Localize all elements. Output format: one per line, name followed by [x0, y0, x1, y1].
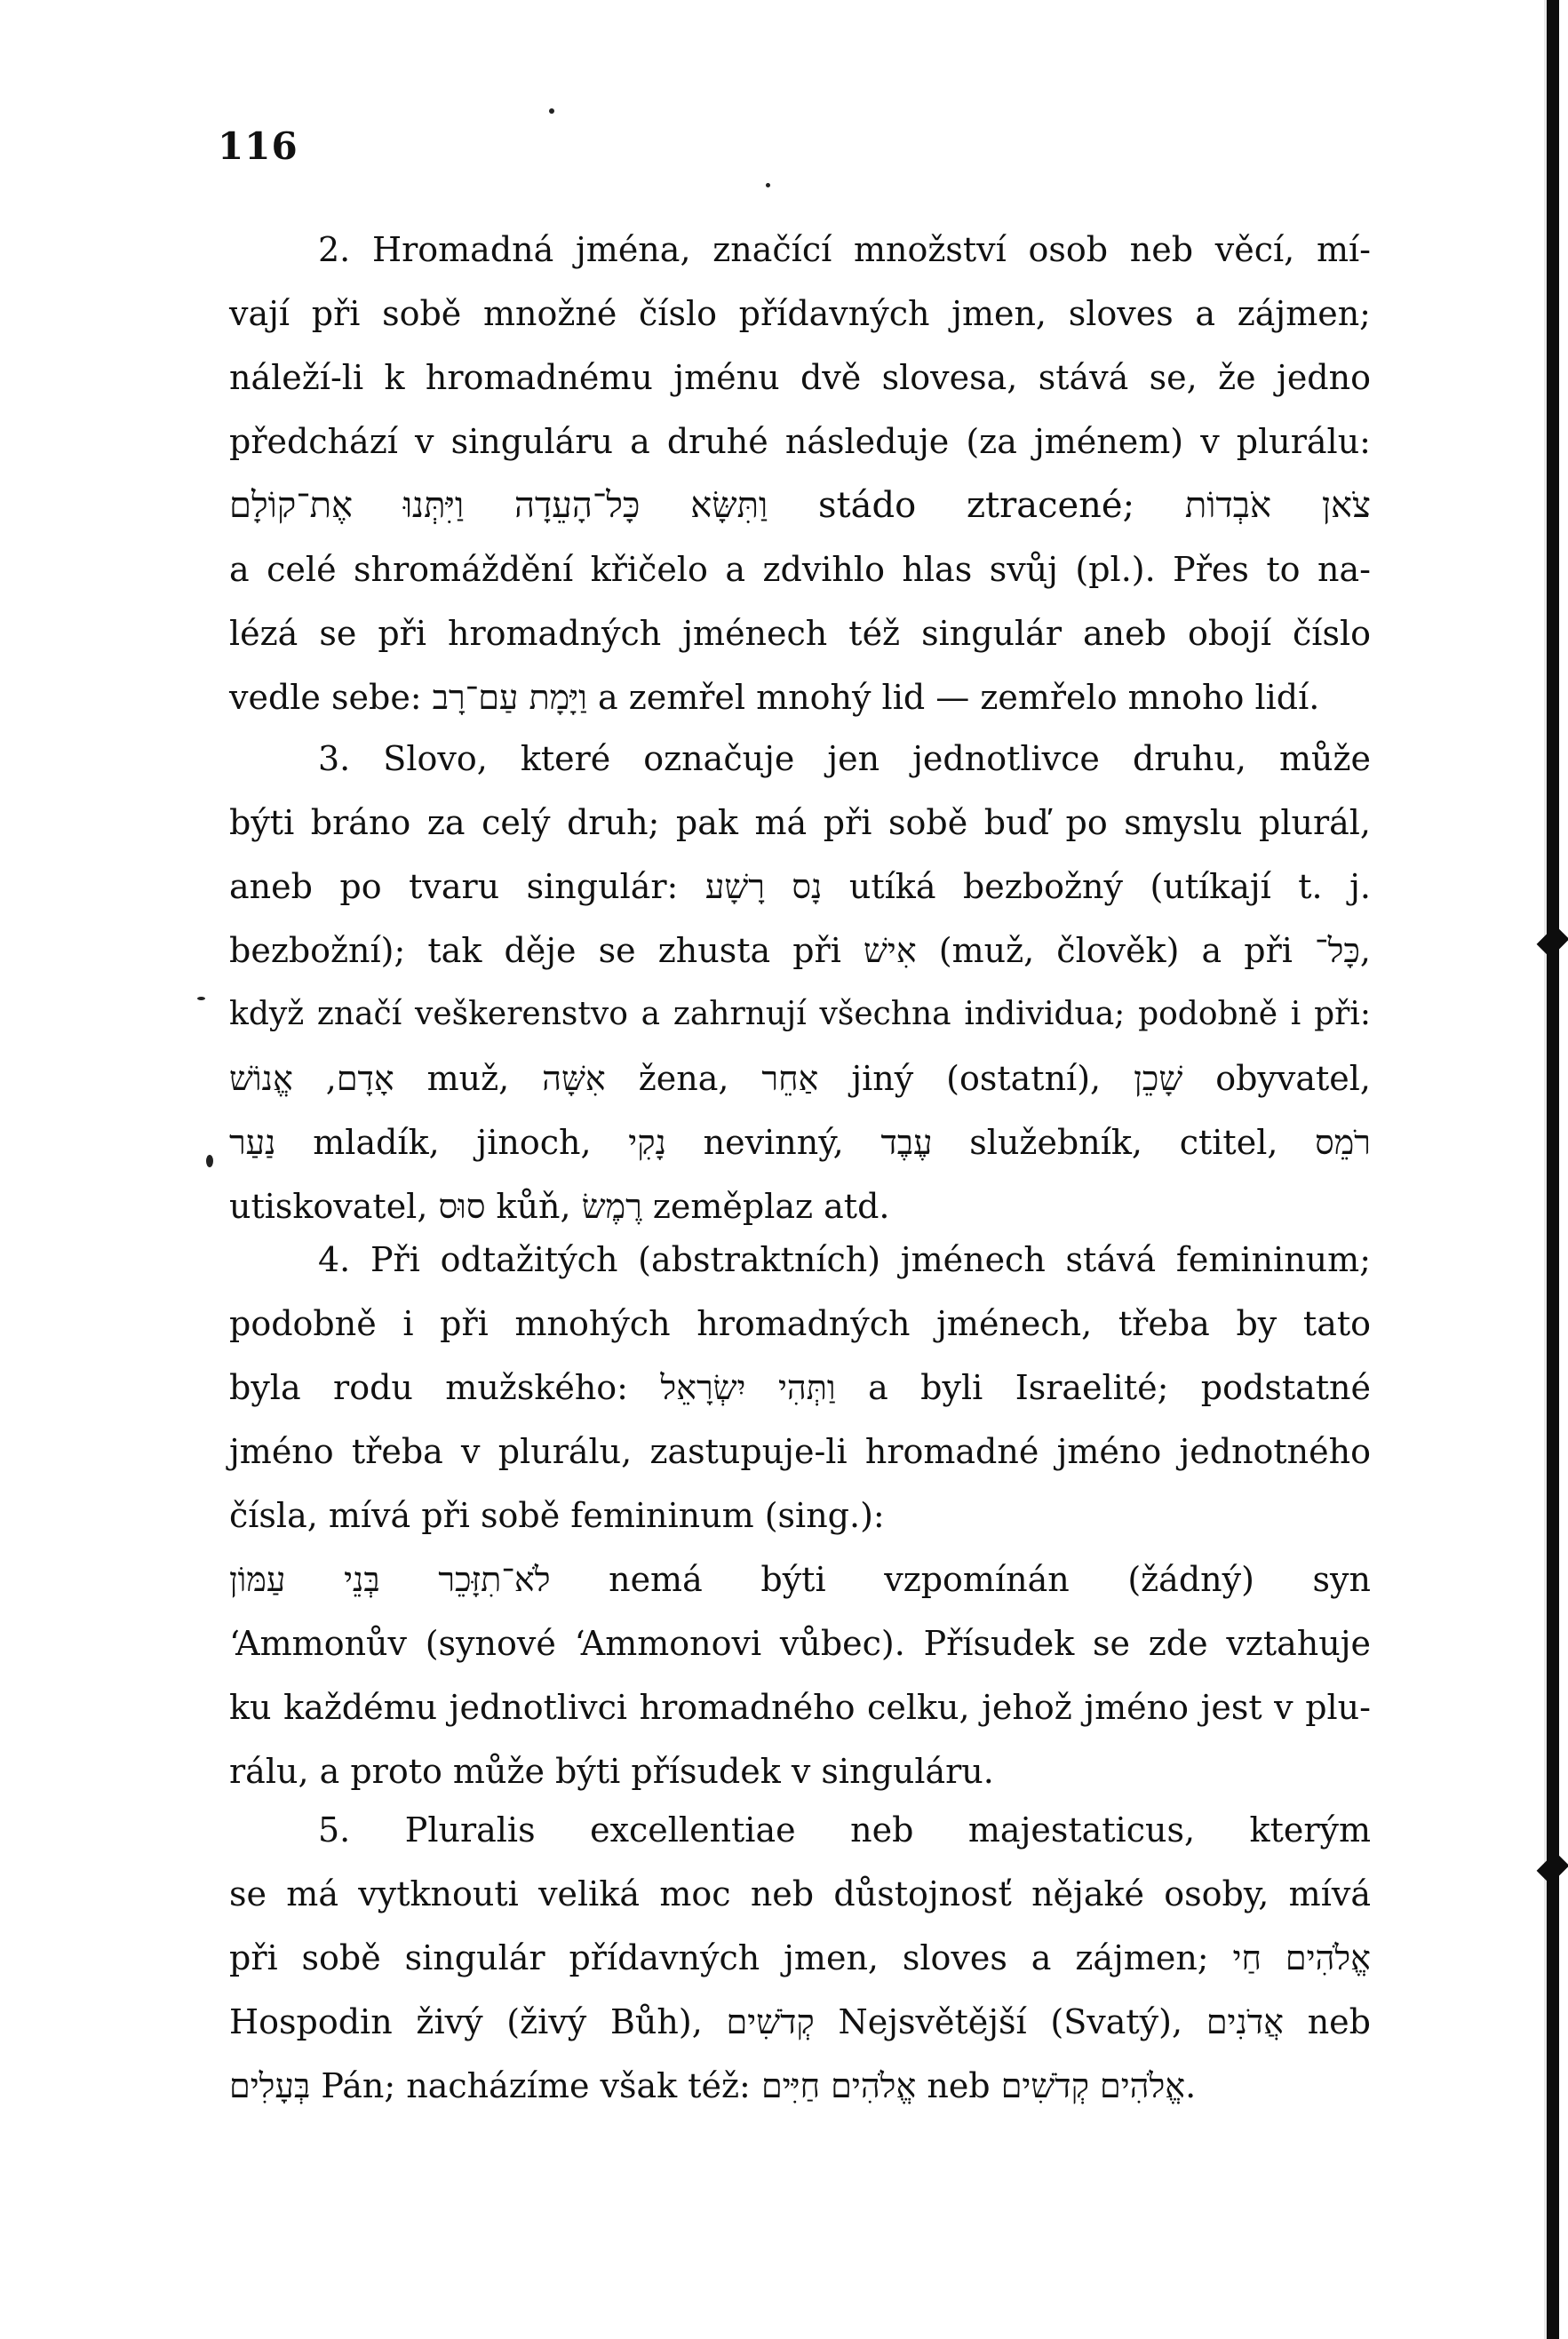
text-line: čísla, mívá při sobě femininum (sing.): — [229, 1496, 885, 1535]
text-line: když značí veškerenstvo a zahrnují všechna individua; podobně i při: — [229, 996, 1371, 1032]
scan-speck — [206, 1155, 213, 1167]
text-line: býti bráno za celý druh; pak má při sobě buď po smyslu plurál, — [229, 803, 1371, 842]
text-line: předchází v singuláru a druhé následuje (za jménem) v plurálu: — [229, 422, 1371, 461]
text-line: vají při sobě množné číslo přídavných jmen, sloves a zájmen; — [229, 294, 1371, 333]
scan-speck — [197, 997, 205, 1000]
text-line: 2. Hromadná jména, značící množství osob neb věcí, mí- — [318, 230, 1371, 269]
scan-speck — [766, 183, 770, 187]
text-line: ku každému jednotlivci hromadného celku, jehož jméno jest v plu- — [229, 1688, 1371, 1727]
text-line: bezbožní); tak děje se zhusta při אִישׁ (muž, člověk) a při כָּל־, — [229, 931, 1372, 970]
page-edge-shadow — [1547, 0, 1559, 2339]
scan-speck — [549, 108, 554, 114]
text-line: נַעַר mladík, jinoch, נָקִי nevinný, עֶבֶד služebník, ctitel, רֹמֵס — [229, 1123, 1371, 1162]
text-line: se má vytknouti veliká moc neb důstojnosť nějaké osoby, mívá — [229, 1874, 1371, 1913]
text-line: vedle sebe: וַיָּמָת עַם־רָב a zemřel mnohý lid — zemřelo mnoho lidí. — [229, 678, 1320, 717]
text-line: לֹא־תִזָּכֵר בְּנֵי עַמּוֹן nemá býti vzpomínán (žádný) syn — [229, 1560, 1371, 1599]
text-line: náleží-li k hromadnému jménu dvě slovesa, stává se, že jedno — [229, 358, 1371, 397]
text-line: podobně i při mnohých hromadných jménech, třeba by tato — [229, 1304, 1371, 1343]
text-line: ‘Ammonův (synové ‘Ammonovi vůbec). Přísudek se zde vztahuje — [229, 1624, 1371, 1663]
paragraph-3 — [229, 727, 1371, 1238]
page-edge-highlight — [1544, 0, 1547, 2339]
text-line: byla rodu mužského: וַתְּהִי יִשְׂרָאֵל a byli Israelité; podstatné — [229, 1368, 1371, 1407]
page-number: 116 — [218, 124, 298, 168]
text-line-hebrew: וַתִּשָּׂא כָּל־הָעֵדָה וַיִּתְּנוּ אֶת־קוֹלָם stádo ztracené; צֹאן אֹבְדוֹת — [229, 485, 1371, 526]
text-line: při sobě singulár přídavných jmen, sloves a zájmen; אֱלֹהִים חַי — [229, 1938, 1371, 1977]
text-line: aneb po tvaru singulár: נָס רָשָׁע utíká bezbožný (utíkají t. j. — [229, 867, 1371, 906]
text-line: בְּעָלִים Pán; nacházíme však též: אֱלֹהִים חַיִּים neb אֱלֹהִים קְדֹשִׁים. — [229, 2066, 1197, 2105]
text-line: Hospodin živý (živý Bůh), קְדֹשִׁים Nejsvětější (Svatý), אֲדֹנִים neb — [229, 2002, 1371, 2041]
text-line: lézá se při hromadných jménech též singulár aneb obojí číslo — [229, 614, 1371, 653]
text-line: אָדָם, אֱנוֹשׁ muž, אִשָּׁה žena, אַחֵר jiný (ostatní), שָׁכֵן obyvatel, — [229, 1059, 1371, 1098]
text-line: 5. Pluralis excellentiae neb majestaticus, kterým — [318, 1810, 1371, 1850]
text-line: rálu, a proto může býti přísudek v singuláru. — [229, 1752, 994, 1791]
text-line: utiskovatel, סוּס kůň, רֶמֶשׂ zeměplaz atd. — [229, 1187, 890, 1226]
paragraph-5 — [229, 1798, 1371, 2118]
paragraph-2 — [229, 218, 1371, 729]
text-line: jméno třeba v plurálu, zastupuje-li hromadné jméno jednotného — [229, 1432, 1371, 1471]
paragraph-4 — [229, 1228, 1371, 1803]
text-line: 3. Slovo, které označuje jen jednotlivce druhu, může — [318, 739, 1371, 778]
text-line: 4. Při odtažitých (abstraktních) jménech stává femininum; — [318, 1240, 1371, 1279]
text-line: a celé shromáždění křičelo a zdvihlo hlas svůj (pl.). Přes to na- — [229, 550, 1371, 589]
